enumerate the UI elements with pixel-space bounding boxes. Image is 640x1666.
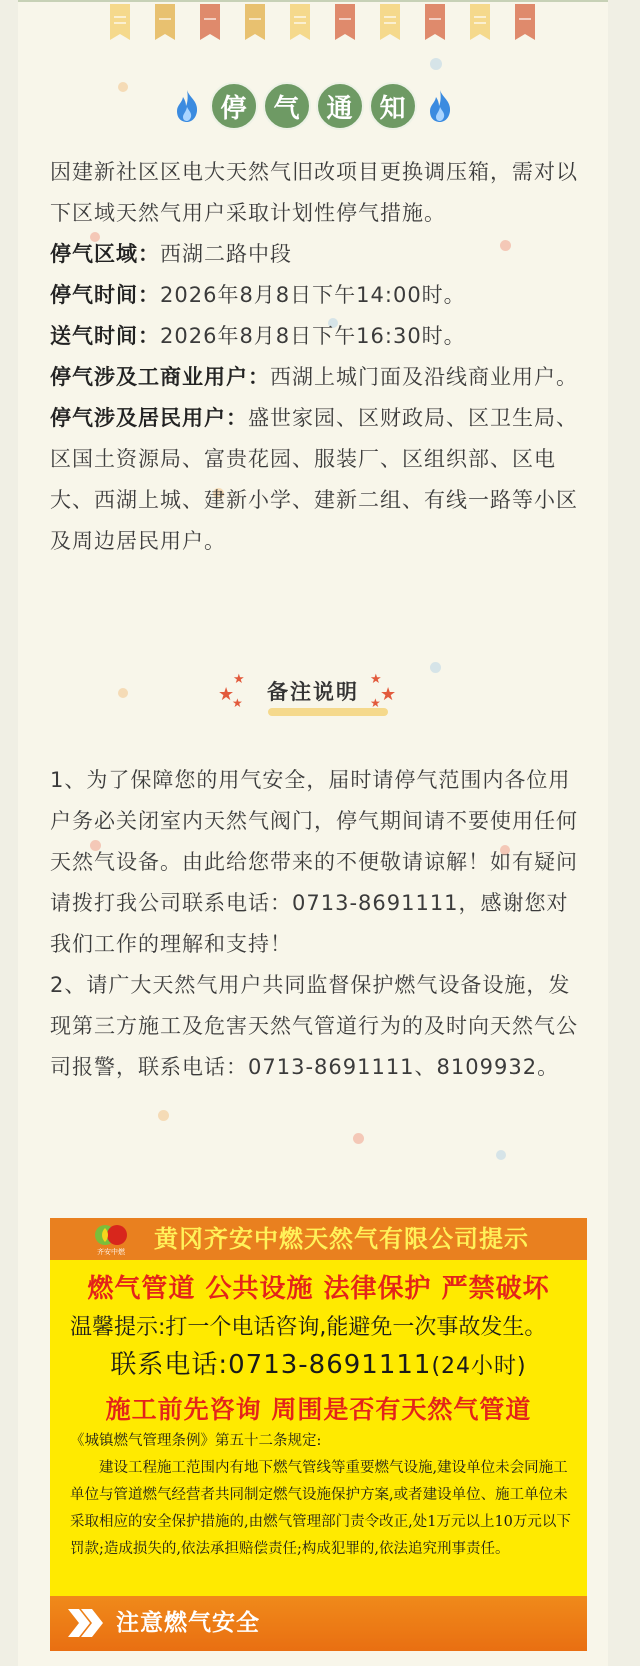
detail-commercial-users [50, 357, 590, 398]
flag-icon [515, 4, 535, 40]
company-name: 黄冈齐安中燃天然气有限公司提示 [154, 1224, 529, 1253]
banner-header [50, 1218, 587, 1260]
detail-value: 盛世家园、区财政局、区卫生局、区国土资源局、富贵花园、服装厂、区组织部、区电大、西湖上城、建新小学、建新二组、有线一路等小区及周边居民用户。 [50, 406, 578, 553]
detail-resident-users [50, 398, 590, 562]
regulation-text [70, 1428, 580, 1563]
star-icon: ★ [370, 696, 381, 710]
detail-stop-time [50, 275, 590, 316]
detail-label: 停气涉及居民用户： [50, 406, 248, 430]
banner-consult: 施工前先咨询 周围是否有天然气管道 [105, 1395, 532, 1424]
flag-icon [110, 4, 130, 40]
double-chevron-icon [66, 1607, 104, 1639]
detail-value: 2026年8月8日下午14:00时。 [160, 283, 466, 307]
detail-value: 西湖上城门面及沿线商业用户。 [270, 365, 578, 389]
detail-area [50, 234, 590, 275]
flag-icon [425, 4, 445, 40]
phone-note: (24小时) [431, 1354, 527, 1379]
phone-label: 联系电话: [110, 1350, 229, 1380]
detail-label: 停气时间： [50, 283, 160, 307]
decorative-dot [353, 1133, 364, 1144]
flame-icon [427, 89, 453, 123]
footer-text: 注意燃气安全 [116, 1610, 260, 1636]
star-icon: ★ [218, 684, 235, 705]
decorative-dot [158, 1110, 169, 1121]
decorative-dot [496, 1150, 506, 1160]
detail-label: 停气涉及工商业用户： [50, 365, 270, 389]
star-icon: ★ [370, 672, 382, 687]
company-logo [90, 1222, 132, 1256]
flag-icon [380, 4, 400, 40]
note-item: 2、请广大天然气用户共同监督保护燃气设备设施，发现第三方施工及危害天然气管道行为的及时向天然气公司报警，联系电话：0713-8691111、8109932。 [50, 973, 578, 1079]
banner-slogan: 燃气管道 公共设施 法律保护 严禁破坏 [87, 1274, 550, 1304]
notes-heading [18, 668, 608, 718]
notes-title: 备注说明 [267, 680, 359, 704]
star-icon: ★ [232, 696, 243, 710]
safety-banner [50, 1218, 587, 1651]
title-char: 停 [210, 82, 258, 130]
detail-label: 送气时间： [50, 324, 160, 348]
detail-value: 2026年8月8日下午16:30时。 [160, 324, 466, 348]
notice-title [18, 78, 608, 134]
safety-footer-bar [50, 1596, 587, 1651]
flag-icon [200, 4, 220, 40]
title-char: 通 [316, 82, 364, 130]
banner-tip: 温馨提示:打一个电话咨询,能避免一次事故发生。 [70, 1315, 547, 1340]
flag-icon [290, 4, 310, 40]
flame-icon [174, 89, 200, 123]
detail-value: 西湖二路中段 [160, 242, 292, 266]
intro-text: 因建新社区区电大天然气旧改项目更换调压箱，需对以下区域天然气用户采取计划性停气措施。 [50, 160, 578, 225]
flag-icon [335, 4, 355, 40]
phone-number: 0713-8691111 [228, 1350, 432, 1380]
title-char: 气 [263, 82, 311, 130]
bunting-decoration [18, 0, 608, 46]
title-char: 知 [369, 82, 417, 130]
star-icon: ★ [380, 684, 397, 705]
notes-body [50, 760, 590, 1088]
notice-page [18, 0, 608, 1666]
detail-resume-time [50, 316, 590, 357]
regulation-title: 《城镇燃气管理条例》第五十二条规定: [70, 1433, 322, 1449]
flag-icon [155, 4, 175, 40]
flag-icon [470, 4, 490, 40]
banner-phone [50, 1344, 587, 1381]
star-icon: ★ [233, 672, 245, 687]
svg-text:齐安中燃: 齐安中燃 [97, 1248, 125, 1256]
flag-icon [245, 4, 265, 40]
notice-body [50, 152, 590, 562]
note-item: 1、为了保障您的用气安全，届时请停气范围内各位用户务必关闭室内天然气阀门，停气期间请不要使用任何天然气设备。由此给您带来的不便敬请谅解！如有疑问请拨打我公司联系电话：0713-8691111，感谢您对我们工作的理解和支持！ [50, 768, 578, 956]
detail-label: 停气区域： [50, 242, 160, 266]
decorative-dot [430, 58, 442, 70]
regulation-body: 建设工程施工范围内有地下燃气管线等重要燃气设施,建设单位未会同施工单位与管道燃气经营者共同制定燃气设施保护方案,或者建设单位、施工单位未采取相应的安全保护措施的,由燃气管理部门责令改正,处1万元以上10万元以下罚款;造成损失的,依法承担赔偿责任;构成犯罪的,依法追究刑事责任。 [70, 1460, 571, 1557]
